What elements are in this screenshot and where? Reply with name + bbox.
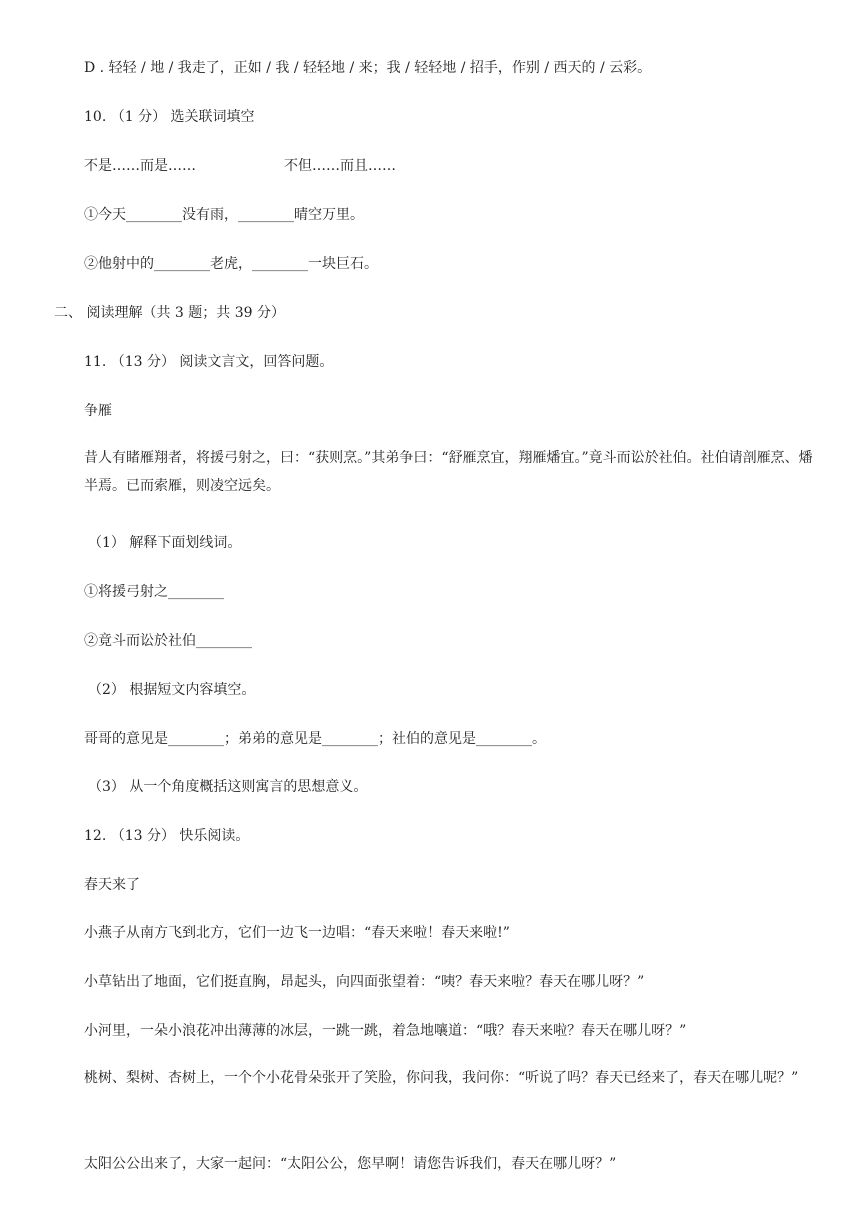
explain-item-2: ②竟斗而讼於社伯________: [84, 633, 252, 649]
conjunction-option-1: 不是……而是……: [84, 158, 196, 174]
story-title: 春天来了: [84, 877, 140, 893]
story-paragraph-1: 小燕子从南方飞到北方，它们一边飞一边唱：“春天来啦！春天来啦!”: [84, 925, 510, 941]
passage-title: 争雁: [84, 403, 112, 419]
question-10-heading: 10. （1 分） 选关联词填空: [84, 109, 255, 125]
fill-item-1: ①今天________没有雨，________晴空万里。: [84, 207, 364, 223]
question-11-heading: 11. （13 分） 阅读文言文，回答问题。: [84, 354, 334, 370]
sub-question-3: （3） 从一个角度概括这则寓言的思想意义。: [88, 779, 368, 795]
sub-question-2: （2） 根据短文内容填空。: [88, 682, 256, 698]
sub-question-1: （1） 解释下面划线词。: [88, 535, 242, 551]
section-heading: 二、 阅读理解（共 3 题；共 39 分）: [54, 305, 285, 321]
explain-item-1: ①将援弓射之________: [84, 584, 224, 600]
story-paragraph-3: 小河里，一朵小浪花冲出薄薄的冰层，一跳一跳，着急地嚷道：“哦？春天来啦？春天在哪儿呀？”: [84, 1023, 687, 1039]
classical-passage: 昔人有睹雁翔者，将援弓射之，曰：“获则烹。”其弟争曰：“舒雁烹宜，翔雁燔宜。”竟斗而讼於社伯。社伯请剖雁烹、燔半焉。已而索雁，则凌空远矣。: [84, 450, 813, 494]
story-paragraph-4: 桃树、梨树、杏树上，一个个小花骨朵张开了笑脸，你问我，我问你：“听说了吗？春天已经来了，春天在哪儿呢？”: [84, 1070, 799, 1086]
conjunction-option-2: 不但……而且……: [284, 158, 396, 174]
story-paragraph-5: 太阳公公出来了，大家一起问：“太阳公公，您早啊！请您告诉我们，春天在哪儿呀？”: [84, 1156, 617, 1172]
story-paragraph-2: 小草钻出了地面，它们挺直胸，昂起头，向四面张望着：“咦？春天来啦？春天在哪儿呀？”: [84, 974, 645, 990]
fill-item-2: ②他射中的________老虎，________一块巨石。: [84, 256, 378, 272]
opinion-fill: 哥哥的意见是________；弟弟的意见是________；社伯的意见是________。: [84, 731, 546, 747]
question-12-heading: 12. （13 分） 快乐阅读。: [84, 828, 250, 844]
option-d: D . 轻轻 / 地 / 我走了，正如 / 我 / 轻轻地 / 来；我 / 轻轻地 / 招手，作别 / 西天的 / 云彩。: [84, 60, 652, 76]
